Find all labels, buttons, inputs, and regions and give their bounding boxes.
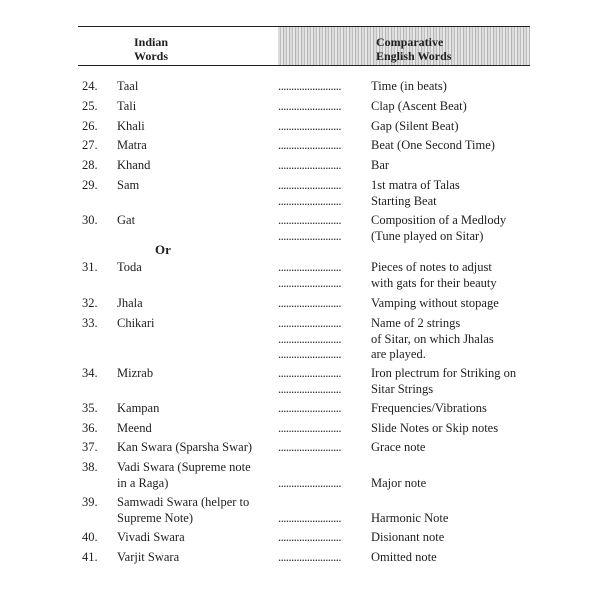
dot-leader-line: ........................	[278, 213, 341, 227]
entry-indian-term	[117, 296, 277, 312]
meaning-line: Bar	[371, 158, 390, 172]
meaning-line: Grace note	[371, 440, 426, 454]
entry-number: 28.	[82, 158, 98, 172]
entry-english-meaning	[371, 511, 561, 527]
dot-leader-line: ........................	[278, 275, 341, 290]
entry-english-meaning	[371, 260, 561, 291]
entry-number: 36.	[82, 421, 98, 435]
term-line: Gat	[117, 213, 136, 227]
dot-leader-line: ........................	[278, 260, 341, 274]
meaning-line: Iron plectrum for Striking on	[371, 366, 517, 380]
meaning-line: Beat (One Second Time)	[371, 138, 495, 152]
term-line: Kan Swara (Sparsha Swar)	[117, 440, 253, 454]
meaning-line: (Tune played on Sitar)	[371, 228, 484, 243]
meaning-line: of Sitar, on which Jhalas	[371, 331, 494, 346]
dot-leader-line: ........................	[278, 138, 341, 152]
term-line: Mizrab	[117, 366, 154, 380]
meaning-line: Sitar Strings	[371, 381, 434, 396]
entry-english-meaning	[371, 213, 561, 244]
meaning-line: Name of 2 strings	[371, 316, 461, 330]
dot-leader	[278, 138, 360, 154]
meaning-line: Composition of a Medlody	[371, 213, 507, 227]
term-line: Khali	[117, 119, 145, 133]
table-header	[78, 26, 530, 66]
entry-indian-term	[117, 550, 277, 566]
header-english-words	[376, 35, 451, 63]
term-line: in a Raga)	[117, 475, 169, 490]
entry-number: 33.	[82, 316, 98, 330]
term-line: Toda	[117, 260, 142, 274]
dot-leader-line: ........................	[278, 421, 341, 435]
entry-number: 41.	[82, 550, 98, 564]
header-left-line1: Indian	[134, 35, 169, 49]
entry-english-meaning	[371, 316, 561, 363]
dot-leader	[278, 99, 360, 115]
header-indian-words	[134, 35, 168, 63]
entry-number: 37.	[82, 440, 98, 454]
meaning-line: are played.	[371, 347, 426, 362]
dot-leader	[278, 511, 360, 527]
dot-leader-line: ........................	[278, 331, 341, 346]
entry-indian-term	[117, 401, 277, 417]
dot-leader-line: ........................	[278, 347, 341, 362]
meaning-line: Vamping without stopage	[371, 296, 499, 310]
dot-leader-line: ........................	[278, 475, 341, 490]
meaning-line: Gap (Silent Beat)	[371, 119, 459, 133]
dot-leader	[278, 260, 360, 291]
entry-number: 27.	[82, 138, 98, 152]
entry-indian-term	[117, 366, 277, 382]
dot-leader-line: ........................	[278, 119, 341, 133]
dot-leader-line: ........................	[278, 440, 341, 454]
meaning-line: Starting Beat	[371, 193, 437, 208]
dot-leader-line: ........................	[278, 401, 341, 415]
dot-leader-line: ........................	[278, 530, 341, 544]
entry-indian-term	[117, 178, 277, 194]
entry-english-meaning	[371, 119, 561, 135]
term-line: Tali	[117, 99, 137, 113]
entry-number: 38.	[82, 460, 98, 474]
entry-number: 26.	[82, 119, 98, 133]
meaning-line: Major note	[371, 475, 427, 490]
entry-indian-term	[117, 530, 277, 546]
dot-leader	[278, 178, 360, 209]
term-line: Varjit Swara	[117, 550, 180, 564]
entry-number: 30.	[82, 213, 98, 227]
meaning-line: Omitted note	[371, 550, 437, 564]
dot-leader	[278, 213, 360, 244]
entry-number: 24.	[82, 79, 98, 93]
dot-leader-line: ........................	[278, 366, 341, 380]
header-right-line1: Comparative	[376, 35, 444, 49]
entry-english-meaning	[371, 476, 561, 492]
dot-leader-line: ........................	[278, 99, 341, 113]
dot-leader-line: ........................	[278, 79, 341, 93]
entry-indian-term	[117, 99, 277, 115]
entry-number: 29.	[82, 178, 98, 192]
dot-leader	[278, 550, 360, 566]
entry-indian-term	[117, 213, 277, 229]
header-right-line2: English Words	[376, 49, 452, 63]
dot-leader-line: ........................	[278, 316, 341, 330]
dot-leader-line: ........................	[278, 228, 341, 243]
meaning-line: Disionant note	[371, 530, 445, 544]
entry-english-meaning	[371, 79, 561, 95]
dot-leader	[278, 79, 360, 95]
entry-indian-term	[117, 158, 277, 174]
meaning-line: 1st matra of Talas	[371, 178, 460, 192]
entry-indian-term	[117, 138, 277, 154]
meaning-line: with gats for their beauty	[371, 275, 497, 290]
dot-leader	[278, 530, 360, 546]
dot-leader-line: ........................	[278, 178, 341, 192]
entry-number: 40.	[82, 530, 98, 544]
dot-leader	[278, 296, 360, 312]
dot-leader-line: ........................	[278, 550, 341, 564]
dot-leader	[278, 119, 360, 135]
term-line: Taal	[117, 79, 139, 93]
or-separator: Or	[155, 242, 171, 257]
dot-leader	[278, 440, 360, 456]
dot-leader	[278, 421, 360, 437]
entry-indian-term	[117, 119, 277, 135]
entry-number: 25.	[82, 99, 98, 113]
term-line: Meend	[117, 421, 152, 435]
dot-leader-line: ........................	[278, 296, 341, 310]
meaning-line: Pieces of notes to adjust	[371, 260, 492, 274]
dot-leader	[278, 158, 360, 174]
entry-english-meaning	[371, 178, 561, 209]
header-left-line2: Words	[134, 49, 169, 63]
entry-english-meaning	[371, 421, 561, 437]
entry-indian-term	[117, 260, 277, 276]
entry-indian-term	[117, 495, 277, 526]
entry-english-meaning	[371, 530, 561, 546]
entry-number: 39.	[82, 495, 98, 509]
entry-number: 31.	[82, 260, 98, 274]
entry-english-meaning	[371, 296, 561, 312]
entry-english-meaning	[371, 158, 561, 174]
entry-indian-term	[117, 440, 277, 456]
dot-leader	[278, 476, 360, 492]
term-line: Chikari	[117, 316, 155, 330]
entry-number: 32.	[82, 296, 98, 310]
entry-english-meaning	[371, 366, 561, 397]
term-line: Matra	[117, 138, 147, 152]
dot-leader-line: ........................	[278, 158, 341, 172]
term-line: Jhala	[117, 296, 143, 310]
entry-english-meaning	[371, 401, 561, 417]
dot-leader-line: ........................	[278, 381, 341, 396]
entry-english-meaning	[371, 550, 561, 566]
dot-leader	[278, 366, 360, 397]
entry-number: 35.	[82, 401, 98, 415]
entry-indian-term	[117, 421, 277, 437]
meaning-line: Slide Notes or Skip notes	[371, 421, 499, 435]
term-line: Sam	[117, 178, 140, 192]
term-line: Samwadi Swara (helper to	[117, 495, 250, 509]
meaning-line: Clap (Ascent Beat)	[371, 99, 467, 113]
entry-indian-term	[117, 316, 277, 332]
entry-indian-term	[117, 79, 277, 95]
term-line: Vadi Swara (Supreme note	[117, 460, 251, 474]
meaning-line: Harmonic Note	[371, 510, 449, 525]
dot-leader-line: ........................	[278, 193, 341, 208]
entry-number: 34.	[82, 366, 98, 380]
entry-english-meaning	[371, 138, 561, 154]
dot-leader-line: ........................	[278, 510, 341, 525]
term-line: Kampan	[117, 401, 160, 415]
dot-leader	[278, 316, 360, 363]
entry-english-meaning	[371, 99, 561, 115]
entry-english-meaning	[371, 440, 561, 456]
term-line: Vivadi Swara	[117, 530, 185, 544]
meaning-line: Time (in beats)	[371, 79, 447, 93]
term-line: Khand	[117, 158, 151, 172]
entry-indian-term	[117, 460, 277, 491]
meaning-line: Frequencies/Vibrations	[371, 401, 487, 415]
term-line: Supreme Note)	[117, 510, 194, 525]
dot-leader	[278, 401, 360, 417]
